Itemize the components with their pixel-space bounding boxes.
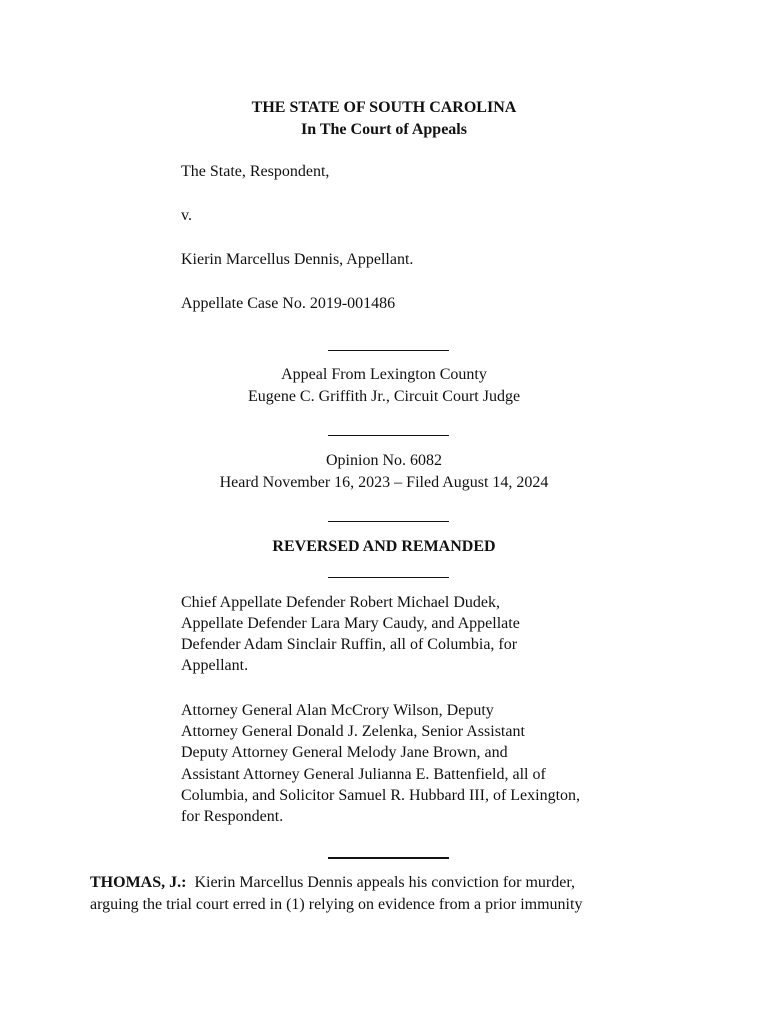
opinion-paragraph-line: arguing the trial court erred in (1) relying on evidence from a prior immunity	[90, 896, 583, 913]
state-heading: THE STATE OF SOUTH CAROLINA	[251, 99, 517, 116]
counsel-line: Columbia, and Solicitor Samuel R. Hubbard III, of Lexington,	[181, 787, 581, 804]
respondent-party: The State, Respondent,	[181, 163, 330, 180]
counsel-line: Appellant.	[181, 657, 249, 674]
case-number: Appellate Case No. 2019-001486	[181, 295, 396, 312]
divider-rule	[328, 435, 449, 436]
opinion-text: Kierin Marcellus Dennis appeals his conviction for murder,	[194, 874, 576, 891]
divider-rule	[328, 857, 449, 859]
counsel-line: Assistant Attorney General Julianna E. Battenfield, all of	[181, 766, 546, 783]
hearing-filing-dates: Heard November 16, 2023 – Filed August 14, 2024	[219, 474, 549, 491]
counsel-line: Attorney General Donald J. Zelenka, Senior Assistant	[181, 723, 525, 740]
appellant-party: Kierin Marcellus Dennis, Appellant.	[181, 251, 414, 268]
author-label: THOMAS, J.:	[90, 874, 187, 891]
disposition: REVERSED AND REMANDED	[272, 538, 496, 555]
court-heading: In The Court of Appeals	[301, 121, 467, 138]
divider-rule	[328, 350, 449, 351]
divider-rule	[328, 521, 449, 522]
counsel-line: Deputy Attorney General Melody Jane Brown, and	[181, 744, 508, 761]
opinion-paragraph-line	[90, 873, 575, 893]
trial-judge: Eugene C. Griffith Jr., Circuit Court Judge	[247, 388, 521, 405]
counsel-line: Defender Adam Sinclair Ruffin, all of Columbia, for	[181, 636, 518, 653]
versus-label: v.	[181, 207, 192, 224]
opinion-number: Opinion No. 6082	[326, 452, 442, 469]
divider-rule	[328, 577, 449, 578]
counsel-line: Chief Appellate Defender Robert Michael Dudek,	[181, 594, 500, 611]
appeal-from: Appeal From Lexington County	[281, 366, 487, 383]
counsel-line: Attorney General Alan McCrory Wilson, Deputy	[181, 702, 494, 719]
counsel-line: for Respondent.	[181, 808, 284, 825]
counsel-line: Appellate Defender Lara Mary Caudy, and Appellate	[181, 615, 520, 632]
